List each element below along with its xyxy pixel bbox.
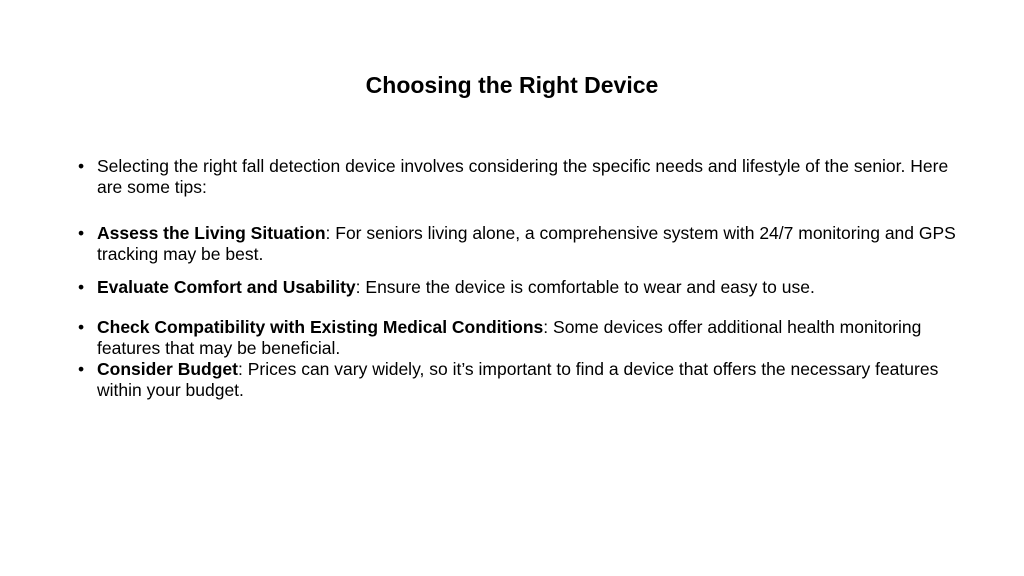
tip-text: : Ensure the device is comfortable to wear and easy to use. (355, 277, 815, 297)
tip-heading: Assess the Living Situation (97, 223, 326, 243)
tip-heading: Consider Budget (97, 359, 238, 379)
tip-text: : Some devices offer additional health monitoring features that may be beneficial. (97, 317, 922, 358)
bullet-tip (78, 277, 958, 298)
bullet-intro (78, 156, 958, 198)
tip-text: : Prices can vary widely, so it’s important to find a device that offers the necessary features within your budget. (97, 359, 939, 400)
bullet-tip (78, 359, 958, 401)
tip-text: : For seniors living alone, a comprehensive system with 24/7 monitoring and GPS tracking may be best. (97, 223, 956, 264)
bullet-intro-text: Selecting the right fall detection device involves considering the specific needs and lifestyle of the senior. Here are some tips: (97, 156, 949, 197)
bullet-list (78, 156, 958, 401)
slide-title: Choosing the Right Device (365, 72, 659, 98)
bullet-tip (78, 317, 958, 359)
tip-heading: Check Compatibility with Existing Medical Conditions (97, 317, 544, 337)
tip-heading: Evaluate Comfort and Usability (97, 277, 356, 297)
bullet-tip (78, 223, 958, 265)
